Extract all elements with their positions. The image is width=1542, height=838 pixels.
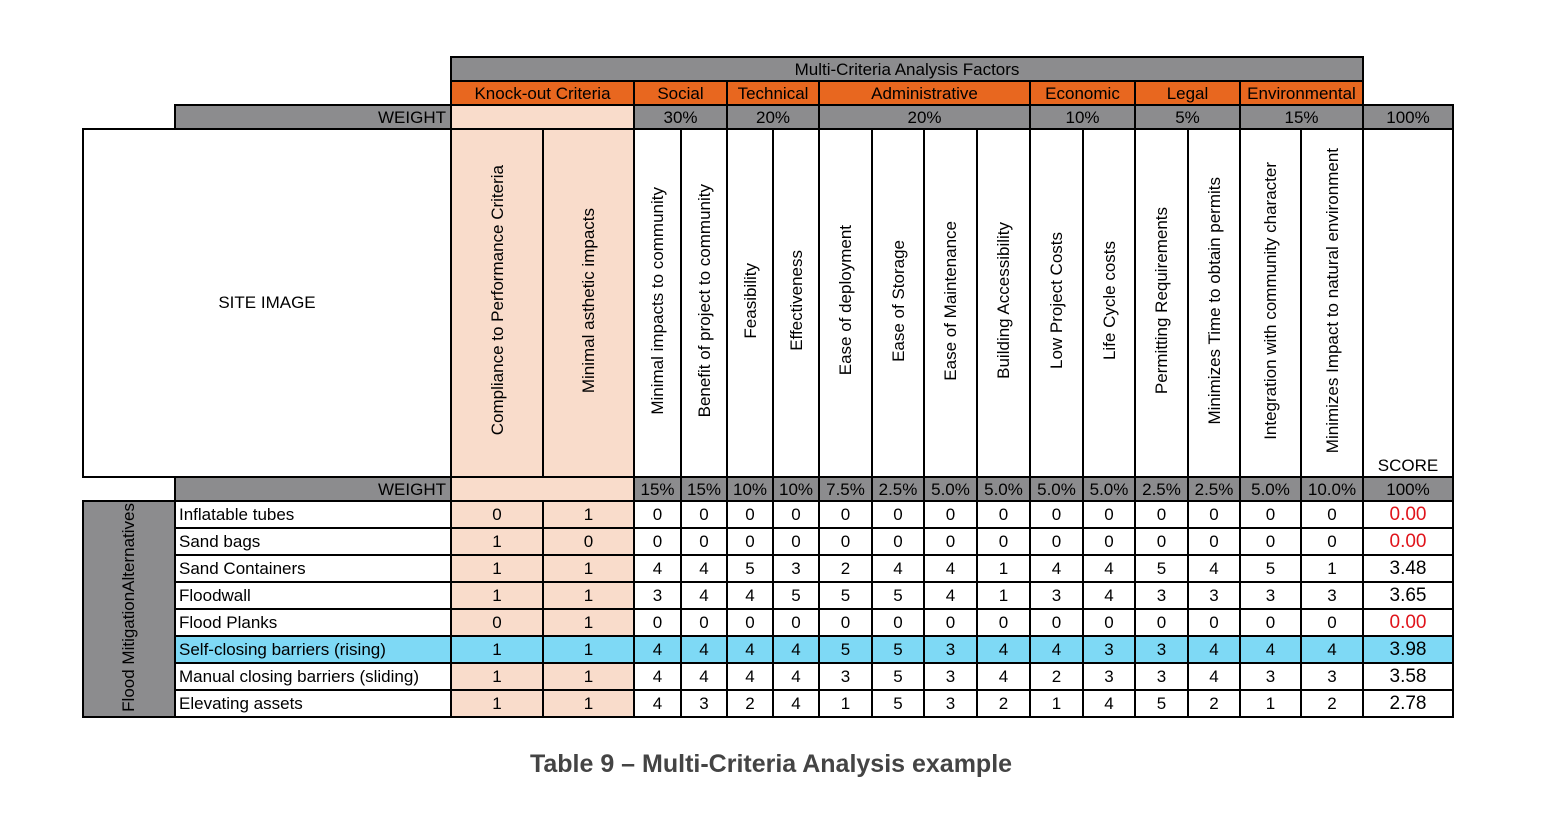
criterion-score: 3 [681,690,727,717]
criterion-score: 5 [872,690,924,717]
alternative-name: Self-closing barriers (rising) [175,636,451,663]
table-row [83,555,1453,582]
criterion-score: 4 [924,555,977,582]
knockout-score: 0 [451,501,543,528]
criteria-row [83,129,1453,477]
criterion-score: 4 [1083,555,1135,582]
criterion-score: 0 [1030,528,1083,555]
criterion-score: 3 [1135,636,1188,663]
criterion-weight: 5.0% [977,477,1030,501]
weight-economic: 10% [1030,105,1135,129]
knockout-score: 1 [451,555,543,582]
group-social: Social [634,81,727,105]
criterion-score: 5 [872,663,924,690]
criterion-score: 5 [773,582,819,609]
criterion-score: 4 [727,663,773,690]
criterion-score: 0 [773,528,819,555]
criterion-score: 0 [1240,501,1301,528]
criterion-score: 0 [1135,528,1188,555]
score-header: SCORE [1363,129,1453,477]
criterion-score: 5 [872,582,924,609]
criterion-score: 4 [681,636,727,663]
criterion-header: Effectiveness [773,129,819,477]
criterion-score: 1 [1240,690,1301,717]
criterion-score: 1 [1301,555,1363,582]
total-score: 0.00 [1363,609,1453,636]
mca-table [82,56,1454,718]
criterion-score: 3 [1188,582,1240,609]
criterion-score: 3 [1135,663,1188,690]
criterion-score: 0 [977,501,1030,528]
criterion-score: 0 [1240,609,1301,636]
table-caption: Table 9 – Multi-Criteria Analysis example [529,750,1013,778]
criterion-score: 2 [977,690,1030,717]
criterion-header: Minimal impacts to community [634,129,681,477]
criterion-weight: 5.0% [1030,477,1083,501]
knockout-score: 1 [451,663,543,690]
weight-administrative: 20% [819,105,1030,129]
total-score: 3.65 [1363,582,1453,609]
knockout-score: 1 [451,582,543,609]
weight-total: 100% [1363,477,1453,501]
criterion-score: 5 [1240,555,1301,582]
criterion-score: 0 [1301,609,1363,636]
criterion-score: 1 [819,690,872,717]
criterion-score: 4 [727,636,773,663]
criterion-score: 0 [1135,609,1188,636]
criterion-score: 3 [1083,663,1135,690]
criterion-score: 4 [681,663,727,690]
criterion-weight: 10.0% [1301,477,1363,501]
criterion-score: 0 [727,501,773,528]
criterion-score: 0 [924,609,977,636]
alternative-name: Manual closing barriers (sliding) [175,663,451,690]
group-technical: Technical [727,81,819,105]
criterion-score: 2 [1301,690,1363,717]
criterion-score: 1 [977,582,1030,609]
criterion-weight: 2.5% [1188,477,1240,501]
criterion-weight: 5.0% [924,477,977,501]
criterion-score: 4 [1030,555,1083,582]
criterion-score: 3 [634,582,681,609]
criterion-score: 3 [773,555,819,582]
group-administrative: Administrative [819,81,1030,105]
criterion-score: 0 [1030,609,1083,636]
criterion-score: 4 [1188,636,1240,663]
criterion-score: 5 [727,555,773,582]
criterion-score: 1 [977,555,1030,582]
table-row [83,501,1453,528]
criterion-header: Ease of deployment [819,129,872,477]
criterion-score: 0 [634,609,681,636]
criterion-weight: 2.5% [872,477,924,501]
side-label-line: Flood Mitigation [119,591,139,712]
criterion-weight: 7.5% [819,477,872,501]
criterion-score: 5 [819,582,872,609]
criterion-header: Minimal asthetic impacts [543,129,634,477]
criterion-score: 4 [773,690,819,717]
criterion-score: 0 [977,609,1030,636]
weight-social: 30% [634,105,727,129]
criterion-score: 3 [1030,582,1083,609]
criterion-header: Low Project Costs [1030,129,1083,477]
criterion-score: 4 [634,690,681,717]
total-score: 3.58 [1363,663,1453,690]
criterion-weight: 15% [634,477,681,501]
criterion-weight: 2.5% [1135,477,1188,501]
criterion-score: 0 [819,609,872,636]
criterion-score: 2 [819,555,872,582]
criterion-score: 4 [924,582,977,609]
criterion-score: 4 [1188,663,1240,690]
criterion-score: 0 [1135,501,1188,528]
criterion-score: 0 [727,609,773,636]
group-knockout: Knock-out Criteria [451,81,634,105]
criterion-score: 3 [924,636,977,663]
total-score: 3.98 [1363,636,1453,663]
knockout-score: 0 [543,528,634,555]
criterion-score: 5 [872,636,924,663]
criterion-header: Feasibility [727,129,773,477]
criterion-score: 3 [924,690,977,717]
knockout-score: 1 [451,528,543,555]
knockout-score: 1 [543,555,634,582]
criterion-score: 4 [1083,582,1135,609]
criterion-score: 4 [681,582,727,609]
criterion-score: 3 [1301,582,1363,609]
criterion-score: 4 [1030,636,1083,663]
criterion-score: 0 [1301,501,1363,528]
criterion-score: 0 [727,528,773,555]
criterion-score: 5 [1135,555,1188,582]
criterion-score: 1 [1030,690,1083,717]
knockout-score: 1 [543,636,634,663]
alternative-name: Elevating assets [175,690,451,717]
criterion-weight: 10% [727,477,773,501]
criterion-header: Benefit of project to community [681,129,727,477]
total-score: 0.00 [1363,528,1453,555]
knockout-score: 1 [451,690,543,717]
weight-environmental: 15% [1240,105,1363,129]
alternative-name: Floodwall [175,582,451,609]
knockout-score: 1 [451,636,543,663]
table-row [83,609,1453,636]
group-environmental: Environmental [1240,81,1363,105]
knockout-weight-cell [451,105,634,129]
weight-label: WEIGHT [175,477,451,501]
criteria-weight-row [83,477,1453,501]
table-row [83,663,1453,690]
criterion-header: Compliance to Performance Criteria [451,129,543,477]
table-row [83,582,1453,609]
weight-label: WEIGHT [175,105,451,129]
criterion-score: 4 [773,636,819,663]
criterion-score: 0 [1083,501,1135,528]
criterion-score: 4 [977,636,1030,663]
criterion-score: 4 [872,555,924,582]
knockout-score: 0 [451,609,543,636]
total-score: 0.00 [1363,501,1453,528]
criterion-score: 0 [1030,501,1083,528]
criterion-score: 0 [773,609,819,636]
criterion-header: Building Accessibility [977,129,1030,477]
criterion-score: 2 [727,690,773,717]
criterion-score: 2 [1188,690,1240,717]
criterion-score: 4 [1188,555,1240,582]
knockout-score: 1 [543,663,634,690]
side-label-line: Alternatives [119,503,139,592]
alternative-name: Sand bags [175,528,451,555]
alternative-name: Sand Containers [175,555,451,582]
criterion-score: 0 [681,501,727,528]
criterion-weight: 10% [773,477,819,501]
alternative-name: Flood Planks [175,609,451,636]
criterion-score: 4 [727,582,773,609]
criterion-score: 0 [1188,501,1240,528]
criterion-score: 0 [924,501,977,528]
criterion-score: 0 [1083,528,1135,555]
criterion-score: 0 [977,528,1030,555]
criterion-score: 0 [819,501,872,528]
criterion-score: 2 [1030,663,1083,690]
criterion-score: 5 [819,636,872,663]
knockout-score: 1 [543,609,634,636]
criterion-header: Permitting Requirements [1135,129,1188,477]
criterion-score: 0 [1188,609,1240,636]
criterion-score: 0 [1240,528,1301,555]
criterion-weight: 5.0% [1083,477,1135,501]
criterion-score: 4 [634,636,681,663]
criterion-header: Minimizes Impact to natural environment [1301,129,1363,477]
criterion-score: 3 [924,663,977,690]
criterion-score: 3 [819,663,872,690]
weight-total: 100% [1363,105,1453,129]
table-title: Multi-Criteria Analysis Factors [451,57,1363,81]
criterion-header: Minimizes Time to obtain permits [1188,129,1240,477]
alternative-name: Inflatable tubes [175,501,451,528]
criterion-weight: 5.0% [1240,477,1301,501]
criterion-score: 0 [924,528,977,555]
side-label [83,501,175,717]
criterion-header: Ease of Maintenance [924,129,977,477]
criterion-weight: 15% [681,477,727,501]
criterion-score: 4 [773,663,819,690]
criterion-score: 3 [1240,582,1301,609]
criterion-score: 4 [634,555,681,582]
criterion-score: 0 [819,528,872,555]
criterion-score: 0 [1188,528,1240,555]
alternatives-body [83,501,1453,717]
title-row [83,57,1453,81]
criterion-score: 0 [1083,609,1135,636]
criterion-score: 4 [977,663,1030,690]
weight-legal: 5% [1135,105,1240,129]
criterion-score: 0 [681,528,727,555]
criterion-score: 3 [1301,663,1363,690]
criterion-score: 0 [872,528,924,555]
group-legal: Legal [1135,81,1240,105]
criterion-header: Integration with community character [1240,129,1301,477]
table-row [83,528,1453,555]
knockout-weight-cell [451,477,634,501]
knockout-score: 1 [543,501,634,528]
criterion-score: 0 [872,501,924,528]
total-score: 3.48 [1363,555,1453,582]
weight-technical: 20% [727,105,819,129]
criterion-score: 4 [634,663,681,690]
criterion-score: 0 [872,609,924,636]
site-image: SITE IMAGE [83,129,451,477]
criterion-header: Life Cycle costs [1083,129,1135,477]
knockout-score: 1 [543,582,634,609]
group-economic: Economic [1030,81,1135,105]
criterion-score: 5 [1135,690,1188,717]
total-score: 2.78 [1363,690,1453,717]
criterion-score: 4 [1083,690,1135,717]
criterion-header: Ease of Storage [872,129,924,477]
table-row [83,690,1453,717]
criterion-score: 0 [634,501,681,528]
criterion-score: 0 [773,501,819,528]
criterion-score: 3 [1135,582,1188,609]
criterion-score: 0 [1301,528,1363,555]
criterion-score: 3 [1083,636,1135,663]
table-row [83,636,1453,663]
group-row [83,81,1453,105]
criterion-score: 0 [634,528,681,555]
criterion-score: 4 [1240,636,1301,663]
knockout-score: 1 [543,690,634,717]
criterion-score: 0 [681,609,727,636]
group-weight-row [83,105,1453,129]
criterion-score: 4 [1301,636,1363,663]
criterion-score: 3 [1240,663,1301,690]
criterion-score: 4 [681,555,727,582]
